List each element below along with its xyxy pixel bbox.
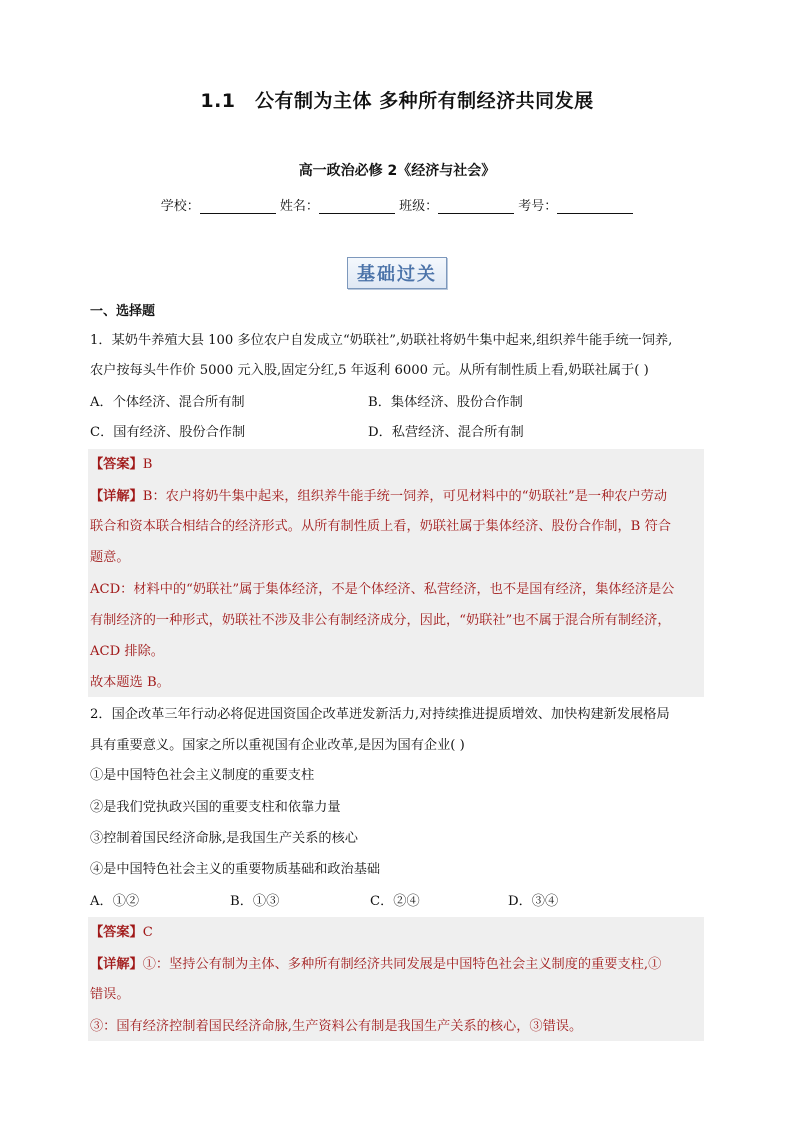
q2-answer [90,924,153,942]
q2-option-d: D．③④ [508,894,559,909]
q2-item-1: ①是中国特色社会主义制度的重要支柱 [90,768,315,783]
q1-option-b: B．集体经济、股份合作制 [368,395,523,410]
number-label: 考号： [518,199,558,214]
q2-option-a: A．①② [90,894,140,909]
section-badge: 基础过关 [347,257,447,289]
q1-stem-line-2: 农户按每头牛作价 5000 元入股,固定分红,5 年返利 6000 元。从所有制性质上看,奶联社属于( ) [90,363,649,378]
q1-option-a: A．个体经济、混合所有制 [90,395,245,410]
q2-detail-line-2: 错误。 [90,987,130,1002]
class-blank [438,199,514,214]
q2-option-b: B．①③ [230,894,280,909]
class-label: 班级： [399,199,439,214]
q1-option-d: D．私营经济、混合所有制 [368,425,524,440]
q1-stem-line-1: 1．某奶牛养殖大县 100 多位农户自发成立“奶联社”,奶联社将奶牛集中起来,组织养牛能手统一饲养, [90,333,673,348]
q1-detail-line-2: 联合和资本联合相结合的经济形式。从所有制性质上看，奶联社属于集体经济、股份合作制，B 符合 [90,519,671,534]
q1-detail-line-6: ACD 排除。 [90,644,164,659]
page-title: 1.1 公有制为主体 多种所有制经济共同发展 [200,90,594,112]
q2-answer-tag: 【答案】 [90,925,143,940]
q2-item-4: ④是中国特色社会主义的重要物质基础和政治基础 [90,862,381,877]
q1-detail-line-4: ACD：材料中的“奶联社”属于集体经济，不是个体经济、私营经济，也不是国有经济，集体经济是公 [90,582,675,597]
q2-stem-line-2: 具有重要意义。国家之所以重视国有企业改革,是因为国有企业( ) [90,738,465,753]
student-info-line [0,195,794,214]
name-label: 姓名： [279,199,319,214]
school-blank [200,199,276,214]
q1-detail-line-3: 题意。 [90,550,130,565]
q2-detail-line-1 [90,956,661,974]
q1-answer-box [88,449,704,697]
q1-answer-value: B [142,457,153,472]
q2-item-2: ②是我们党执政兴国的重要支柱和依靠力量 [90,800,341,815]
section-heading: 一、选择题 [90,304,156,319]
q1-detail-line-7: 故本题选 B。 [90,675,170,690]
q2-detail-text-1: ①：坚持公有制为主体、多种所有制经济共同发展是中国特色社会主义制度的重要支柱,① [142,957,662,972]
name-blank [319,199,395,214]
q1-answer-tag: 【答案】 [90,457,143,472]
q1-answer [90,456,152,474]
q2-answer-value: C [142,925,153,940]
q2-stem-line-1: 2．国企改革三年行动必将促进国资国企改革迸发新活力,对持续推进提质增效、加快构建新发展格局 [90,707,670,722]
q2-option-c: C．②④ [370,894,420,909]
q1-detail-line-5: 有制经济的一种形式，奶联社不涉及非公有制经济成分，因此，“奶联社”也不属于混合所有制经济， [90,613,671,628]
number-blank [557,199,633,214]
q1-option-c: C．国有经济、股份合作制 [90,425,246,440]
q1-detail-text-1: B：农户将奶牛集中起来，组织养牛能手统一饲养，可见材料中的“奶联社”是一种农户劳动 [142,489,668,504]
q2-detail-line-3: ③：国有经济控制着国民经济命脉,生产资料公有制是我国生产关系的核心，③错误。 [90,1019,583,1034]
page-subtitle: 高一政治必修 2《经济与社会》 [298,163,496,179]
q1-detail-tag: 【详解】 [90,489,143,504]
q1-detail-line-1 [90,488,667,506]
school-label: 学校： [160,199,200,214]
q2-item-3: ③控制着国民经济命脉,是我国生产关系的核心 [90,831,358,846]
q2-detail-tag: 【详解】 [90,957,143,972]
